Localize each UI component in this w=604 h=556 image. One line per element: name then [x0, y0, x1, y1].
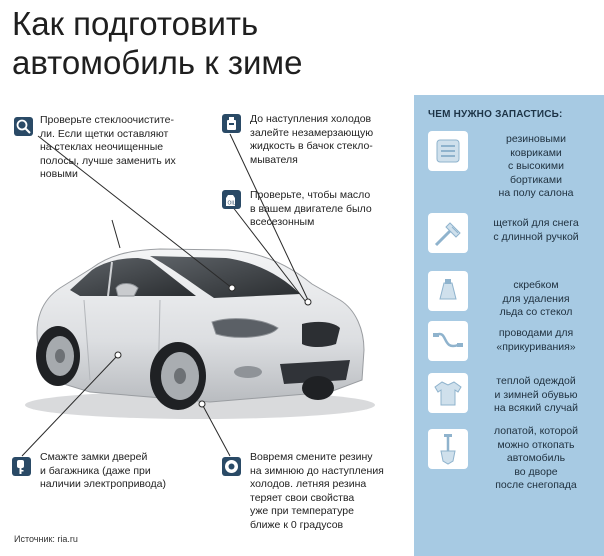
supplies-panel-title: ЧЕМ НУЖНО ЗАПАСТИСЬ: — [428, 109, 563, 120]
ice-scraper-icon — [428, 271, 468, 311]
tip-tires-line: холодов. летняя резина — [250, 478, 367, 490]
supply-line: «прикуривания» — [496, 340, 576, 353]
supply-item-cables — [470, 327, 602, 354]
supply-line: льда со стекол — [499, 306, 573, 318]
supply-line: щеткой для снега — [493, 217, 579, 229]
tip-washer-line: жидкость в бачок стекло- — [250, 140, 373, 152]
supply-item-brush — [470, 217, 602, 244]
fuel-can-icon — [222, 114, 241, 133]
tip-locks-line: Смажте замки дверей — [40, 451, 148, 463]
tip-wipers-line: Проверьте стеклоочистите- — [40, 114, 174, 126]
callout-dot-engine — [305, 299, 311, 305]
tip-locks-line: и багажника (даже при — [40, 464, 151, 477]
tip-wipers-line: на стеклах неочищенные — [40, 141, 164, 153]
supply-line: на всякий случай — [494, 402, 578, 414]
tip-oil-line: Проверьте, чтобы масло — [250, 189, 371, 201]
supply-line: автомобиль — [506, 452, 566, 464]
supply-line: лопатой, которой — [493, 425, 578, 437]
supplies-panel — [414, 95, 604, 556]
supply-line: ковриками — [510, 146, 562, 159]
car-mat-icon — [428, 131, 468, 171]
car-front-right-wheel — [302, 376, 334, 400]
tip-wipers-line: полосы, лучше заменить их — [40, 154, 176, 167]
tip-tires-line: уже при температуре — [250, 505, 354, 517]
supply-line: на полу салона — [498, 187, 574, 199]
tip-oil-line: всесезонным — [250, 216, 315, 228]
oil-can-icon — [222, 190, 241, 209]
source-credit: Источник: ria.ru — [14, 534, 78, 544]
tip-tires-line: на зимнюю до наступления — [250, 464, 384, 477]
supply-line: во дворе — [514, 465, 558, 478]
supply-line: бортиками — [510, 173, 562, 186]
tip-wipers — [40, 114, 210, 182]
tip-washer-line: залейте незамерзающую — [250, 126, 374, 139]
tip-washer-fluid — [250, 113, 410, 167]
supply-line: резиновыми — [506, 133, 566, 145]
supply-line: после снегопада — [495, 479, 577, 491]
tip-wipers-line: новыми — [40, 168, 78, 180]
warm-clothes-icon — [428, 373, 468, 413]
supply-line: с длинной ручкой — [493, 230, 579, 243]
callout-dot-door — [115, 352, 121, 358]
tip-locks — [40, 451, 210, 492]
supply-line: для удаления — [502, 292, 570, 305]
tip-oil — [250, 189, 410, 230]
shovel-icon — [428, 429, 468, 469]
tip-oil-line: в вашем двигателе было — [250, 202, 372, 215]
tip-tires — [250, 451, 410, 532]
svg-text:OIL: OIL — [227, 200, 236, 207]
supply-item-mats — [470, 133, 602, 201]
tip-washer-line: мывателя — [250, 153, 298, 166]
car-key-icon — [12, 457, 31, 476]
callout-dot-tire — [199, 401, 205, 407]
callout-dot-wipers — [229, 285, 235, 291]
tip-tires-line: ближе к 0 градусов — [250, 518, 344, 531]
title-line-1: Как подготовить — [12, 5, 259, 42]
supply-line: проводами для — [498, 327, 574, 339]
tip-tires-line: Вовремя смените резину — [250, 451, 373, 463]
tip-tires-line: теряет свои свойства — [250, 491, 355, 504]
snow-brush-icon — [428, 213, 468, 253]
tip-washer-line: До наступления холодов — [250, 113, 372, 125]
car-mirror — [116, 284, 138, 297]
supply-line: теплой одеждой — [496, 375, 576, 387]
car-grille — [302, 322, 340, 347]
tip-wipers-line: ли. Если щетки оставляют — [40, 127, 169, 140]
supply-item-clothes — [470, 375, 602, 416]
magnifier-icon — [14, 117, 33, 136]
supply-item-shovel — [470, 425, 602, 493]
car-front-wheel — [150, 342, 206, 410]
supply-line: можно откопать — [497, 438, 575, 451]
supply-line: и зимней обувью — [494, 388, 578, 401]
car-rear-wheel — [36, 326, 80, 386]
supply-line: скребком — [513, 279, 559, 291]
title-line-2: автомобиль к зиме — [12, 44, 303, 81]
jumper-cables-icon — [428, 321, 468, 361]
tire-icon — [222, 457, 241, 476]
tip-locks-line: наличии электропривода) — [40, 478, 166, 490]
supply-line: с высокими — [507, 160, 565, 172]
supply-item-scraper — [470, 279, 602, 320]
